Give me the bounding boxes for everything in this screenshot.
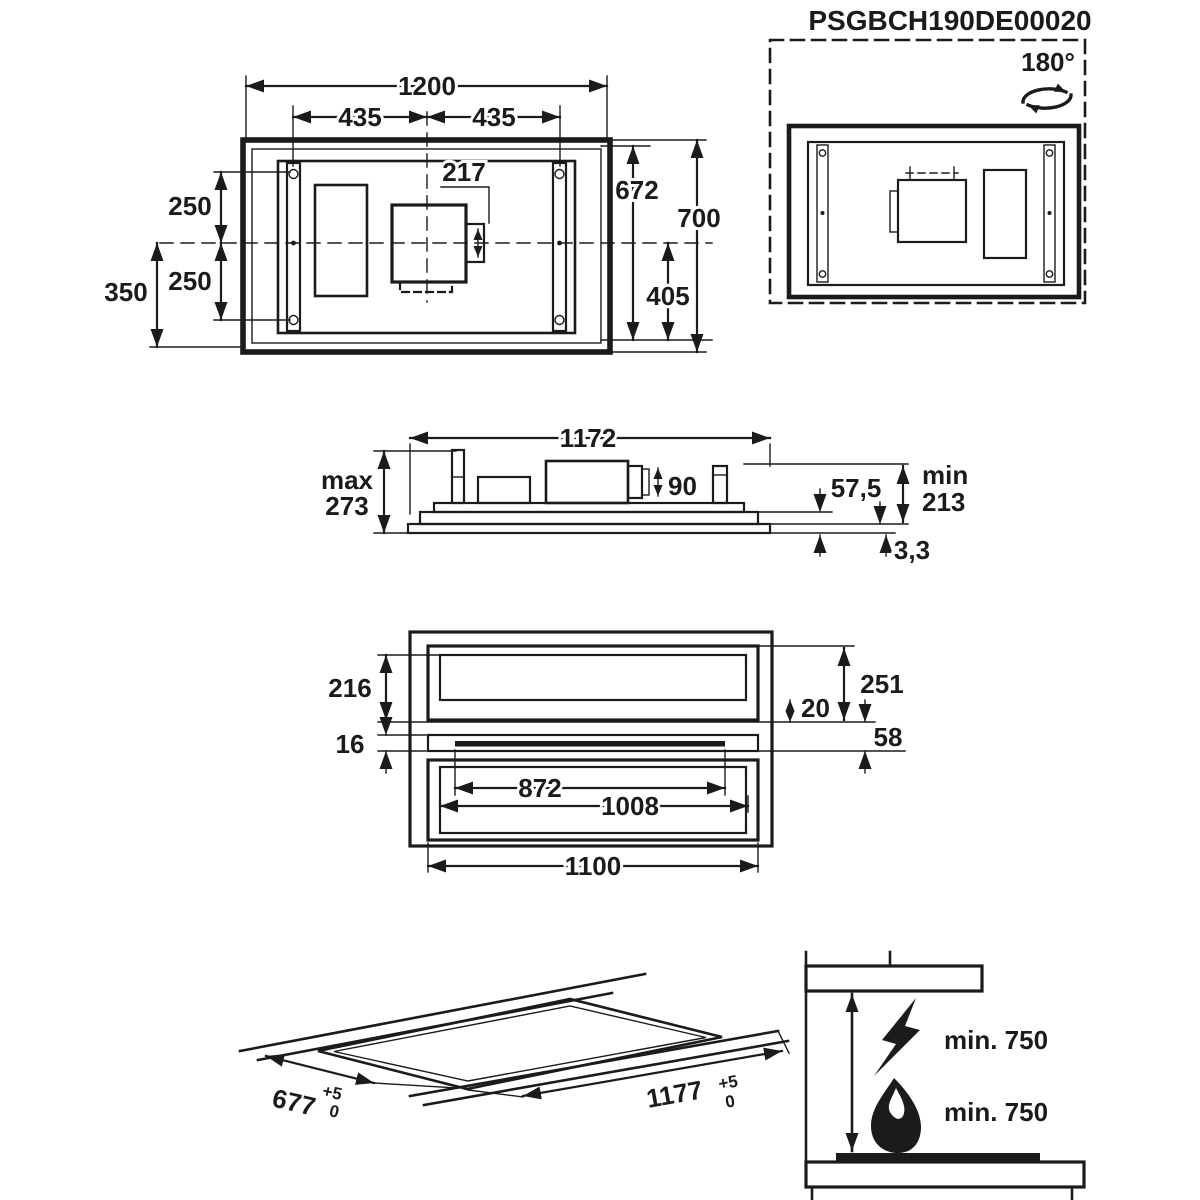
rotated-electronics-box (984, 170, 1026, 258)
gas-clearance-label: min. 750 (944, 1097, 1049, 1127)
dim-677-tol-zero: 0 (327, 1101, 341, 1122)
rotation-angle-label: 180° (1021, 47, 1075, 77)
top-view (104, 71, 720, 352)
dim-213-label: 213 (922, 487, 966, 517)
dim-1177-label: 1177 (644, 1074, 705, 1114)
dim-672-label: 672 (615, 175, 659, 205)
panel-rear-glass (440, 767, 746, 833)
rotated-view (770, 5, 1092, 303)
dim-1177-tol-zero: 0 (723, 1091, 737, 1112)
gas-hob-icon (871, 1078, 921, 1153)
panel-view (328, 632, 905, 881)
dim-1100-label: 1100 (564, 851, 622, 881)
dim-33-label: 3,3 (893, 535, 931, 565)
dim-700-label: 700 (677, 203, 721, 233)
dim-1008-label: 1008 (601, 791, 659, 821)
rotate-icon (1023, 89, 1071, 108)
panel-outer-frame (410, 632, 772, 846)
dim-435-left-label: 435 (338, 102, 382, 132)
panel-front-glass (440, 655, 746, 700)
dim-1200-label: 1200 (398, 71, 456, 101)
dim-273-label: 273 (325, 491, 369, 521)
clearance-view (806, 952, 1084, 1200)
dim-20-label: 20 (801, 693, 830, 723)
electronics-box (315, 185, 367, 296)
hood-body (806, 966, 982, 991)
top-plate-profile (434, 503, 744, 512)
mounting-rail-left (287, 163, 300, 331)
rotated-rail-right (1044, 145, 1055, 282)
panel-slot-opening (455, 741, 725, 747)
electric-hob-icon (874, 998, 920, 1076)
dim-250-top-label: 250 (168, 191, 212, 221)
dim-min-label: min (922, 460, 969, 490)
glass-panel-profile (408, 524, 770, 533)
dim-251-label: 251 (860, 669, 904, 699)
panel-rear-section (428, 760, 758, 840)
electric-clearance-label: min. 750 (944, 1025, 1049, 1055)
rotated-duct-spigot (890, 191, 898, 232)
chassis-profile (420, 512, 758, 524)
ceiling-edge-top-1 (240, 974, 645, 1051)
dim-250-bottom-label: 250 (168, 266, 212, 296)
dim-435-right-label: 435 (472, 102, 516, 132)
motor-profile (546, 461, 628, 503)
rotated-outer-frame (789, 126, 1079, 297)
dim-216-label: 216 (328, 673, 372, 703)
dim-max-label: max (320, 465, 374, 495)
dim-677-tol-plus: +5 (320, 1081, 344, 1105)
dim-872-label: 872 (518, 773, 562, 803)
dim-677-label: 677 (269, 1082, 319, 1122)
mounting-rail-right (553, 163, 566, 331)
cutout-view (240, 974, 789, 1122)
dim-405-label: 405 (646, 281, 690, 311)
dim-1177-tol-plus: +5 (716, 1071, 740, 1094)
dim-58-label: 58 (873, 722, 903, 752)
model-number: PSGBCH190DE00020 (808, 5, 1092, 36)
dim-1172-label: 1172 (559, 423, 617, 453)
dim-16-label: 16 (335, 729, 365, 759)
counter-top (806, 1162, 1084, 1187)
dim-575-label: 57,5 (830, 473, 882, 503)
panel-front-section (428, 646, 758, 720)
dim-90-label: 90 (668, 471, 697, 501)
rotated-rail-left (817, 145, 828, 282)
side-view (321, 423, 968, 565)
dim-350-label: 350 (104, 277, 148, 307)
rotated-motor-box (898, 180, 966, 242)
dim-217-label: 217 (442, 157, 486, 187)
